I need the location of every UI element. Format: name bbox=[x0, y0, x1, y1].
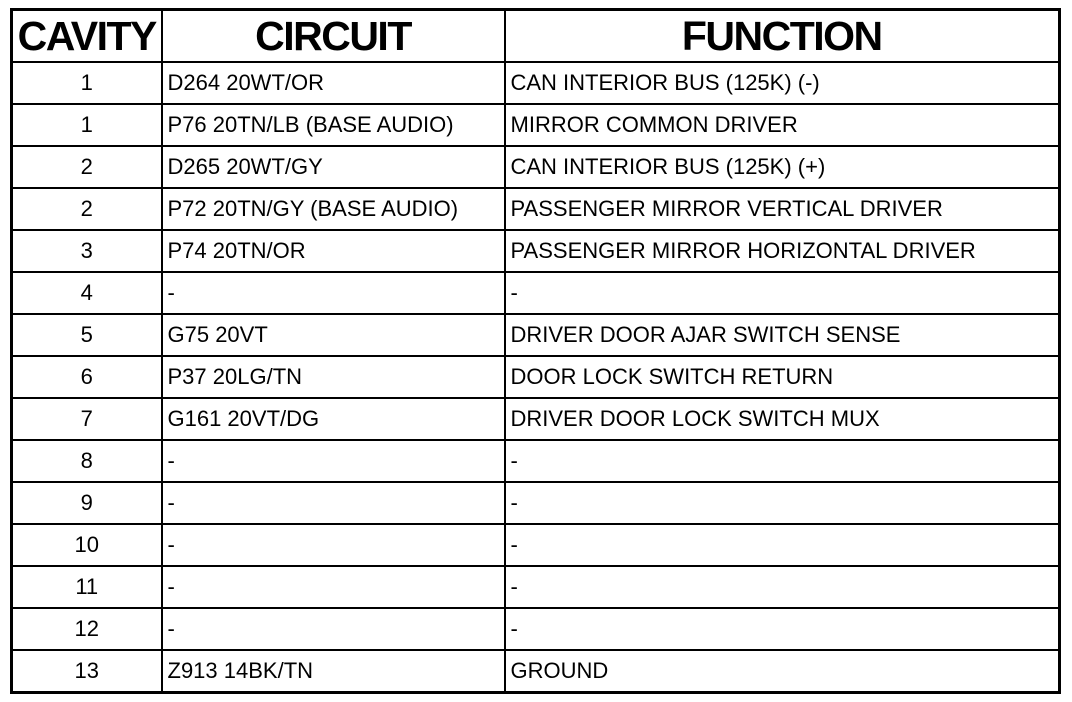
cavity-cell: 3 bbox=[12, 230, 162, 272]
circuit-cell: - bbox=[162, 524, 505, 566]
cavity-cell: 11 bbox=[12, 566, 162, 608]
circuit-cell: Z913 14BK/TN bbox=[162, 650, 505, 693]
circuit-cell: - bbox=[162, 272, 505, 314]
header-circuit: CIRCUIT bbox=[162, 10, 505, 63]
table-body bbox=[12, 62, 1060, 693]
cavity-cell: 5 bbox=[12, 314, 162, 356]
function-cell: PASSENGER MIRROR VERTICAL DRIVER bbox=[505, 188, 1060, 230]
cavity-cell: 1 bbox=[12, 62, 162, 104]
circuit-cell: - bbox=[162, 440, 505, 482]
table-header bbox=[12, 10, 1060, 63]
cavity-cell: 2 bbox=[12, 146, 162, 188]
circuit-cell: G161 20VT/DG bbox=[162, 398, 505, 440]
header-cavity: CAVITY bbox=[12, 10, 162, 63]
cavity-cell: 4 bbox=[12, 272, 162, 314]
table-row bbox=[12, 524, 1060, 566]
function-cell: - bbox=[505, 608, 1060, 650]
cavity-cell: 12 bbox=[12, 608, 162, 650]
function-cell: CAN INTERIOR BUS (125K) (-) bbox=[505, 62, 1060, 104]
table-row bbox=[12, 104, 1060, 146]
table-row bbox=[12, 146, 1060, 188]
header-row bbox=[12, 10, 1060, 63]
circuit-cell: - bbox=[162, 482, 505, 524]
circuit-cell: P74 20TN/OR bbox=[162, 230, 505, 272]
cavity-cell: 2 bbox=[12, 188, 162, 230]
function-cell: - bbox=[505, 566, 1060, 608]
cavity-cell: 8 bbox=[12, 440, 162, 482]
function-cell: DOOR LOCK SWITCH RETURN bbox=[505, 356, 1060, 398]
table-row bbox=[12, 356, 1060, 398]
table-row bbox=[12, 230, 1060, 272]
cavity-cell: 9 bbox=[12, 482, 162, 524]
function-cell: MIRROR COMMON DRIVER bbox=[505, 104, 1060, 146]
table-row bbox=[12, 482, 1060, 524]
circuit-cell: P37 20LG/TN bbox=[162, 356, 505, 398]
function-cell: GROUND bbox=[505, 650, 1060, 693]
table-row bbox=[12, 566, 1060, 608]
connector-pinout-table bbox=[10, 8, 1061, 694]
cavity-cell: 10 bbox=[12, 524, 162, 566]
function-cell: - bbox=[505, 524, 1060, 566]
table-row bbox=[12, 314, 1060, 356]
function-cell: - bbox=[505, 272, 1060, 314]
function-cell: DRIVER DOOR LOCK SWITCH MUX bbox=[505, 398, 1060, 440]
function-cell: CAN INTERIOR BUS (125K) (+) bbox=[505, 146, 1060, 188]
table-row bbox=[12, 398, 1060, 440]
table-row bbox=[12, 650, 1060, 693]
circuit-cell: P72 20TN/GY (BASE AUDIO) bbox=[162, 188, 505, 230]
cavity-cell: 6 bbox=[12, 356, 162, 398]
cavity-cell: 7 bbox=[12, 398, 162, 440]
circuit-cell: G75 20VT bbox=[162, 314, 505, 356]
connector-pinout-sheet bbox=[10, 8, 1058, 694]
header-function: FUNCTION bbox=[505, 10, 1060, 63]
cavity-cell: 13 bbox=[12, 650, 162, 693]
circuit-cell: - bbox=[162, 566, 505, 608]
circuit-cell: D265 20WT/GY bbox=[162, 146, 505, 188]
table-row bbox=[12, 188, 1060, 230]
function-cell: PASSENGER MIRROR HORIZONTAL DRIVER bbox=[505, 230, 1060, 272]
circuit-cell: D264 20WT/OR bbox=[162, 62, 505, 104]
function-cell: DRIVER DOOR AJAR SWITCH SENSE bbox=[505, 314, 1060, 356]
table-row bbox=[12, 608, 1060, 650]
function-cell: - bbox=[505, 440, 1060, 482]
cavity-cell: 1 bbox=[12, 104, 162, 146]
circuit-cell: - bbox=[162, 608, 505, 650]
function-cell: - bbox=[505, 482, 1060, 524]
table-row bbox=[12, 62, 1060, 104]
circuit-cell: P76 20TN/LB (BASE AUDIO) bbox=[162, 104, 505, 146]
table-row bbox=[12, 440, 1060, 482]
table-row bbox=[12, 272, 1060, 314]
